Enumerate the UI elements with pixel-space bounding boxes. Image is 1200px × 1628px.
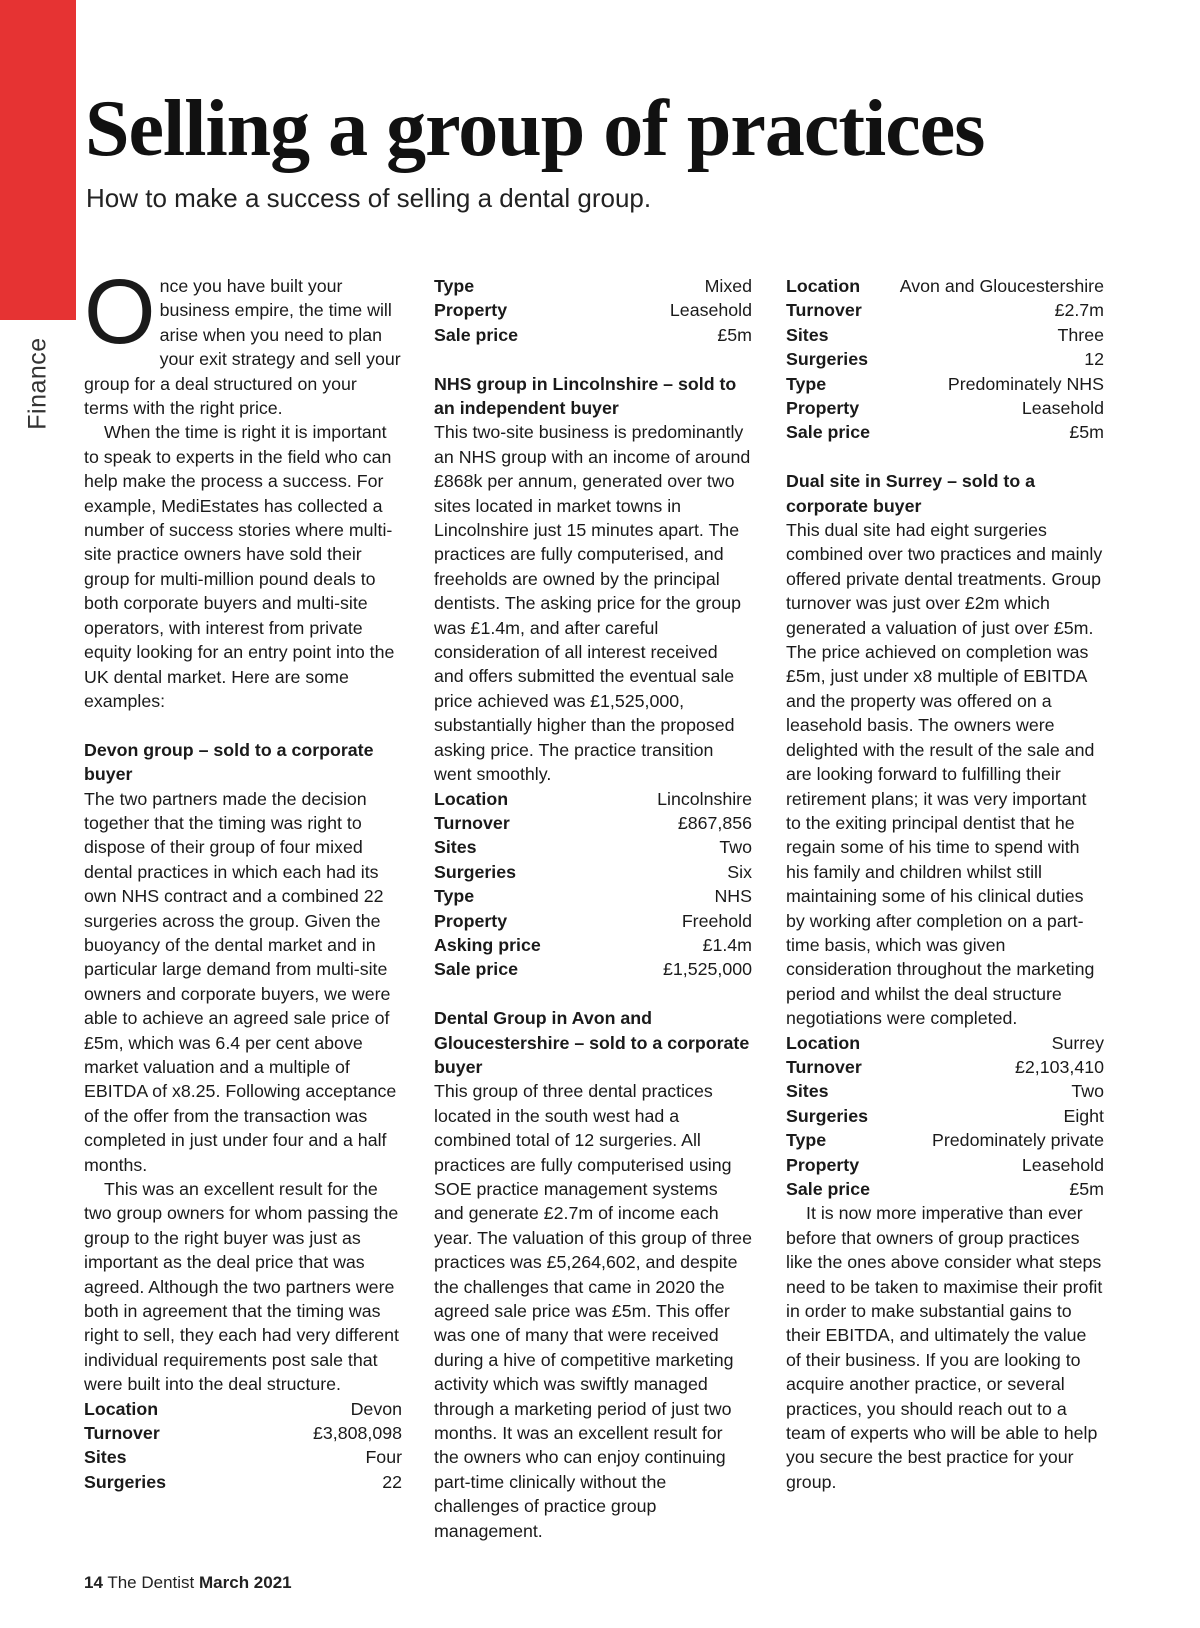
fact-row xyxy=(786,1153,1104,1177)
fact-row xyxy=(434,274,752,298)
fact-row xyxy=(786,274,1104,298)
fact-value: Eight xyxy=(1063,1105,1104,1126)
avon-heading: Dental Group in Avon and Gloucestershire – sold to a corporate buyer xyxy=(434,1008,750,1077)
fact-row xyxy=(434,298,752,322)
fact-row xyxy=(434,957,752,981)
article-column-3 xyxy=(786,274,1104,1494)
fact-value: £5m xyxy=(717,324,752,345)
fact-row xyxy=(84,1470,402,1494)
fact-label: Location xyxy=(84,1398,159,1419)
fact-label: Surgeries xyxy=(786,349,869,370)
fact-label: Turnover xyxy=(786,1056,862,1077)
surrey-heading: Dual site in Surrey – sold to a corporate buyer xyxy=(786,471,1036,516)
fact-label: Sale price xyxy=(786,422,871,443)
fact-value: £867,856 xyxy=(677,812,752,833)
fact-row xyxy=(786,347,1104,371)
fact-label: Asking price xyxy=(434,934,541,955)
fact-value: Leasehold xyxy=(1021,1154,1104,1175)
fact-label: Type xyxy=(434,276,475,296)
fact-row xyxy=(786,1104,1104,1128)
fact-label: Sites xyxy=(786,1081,829,1102)
fact-value: Mixed xyxy=(704,276,752,296)
fact-value: Leasehold xyxy=(669,300,752,321)
fact-row xyxy=(434,835,752,859)
fact-value: Six xyxy=(727,861,752,882)
page-number: 14 xyxy=(84,1573,103,1592)
fact-label: Turnover xyxy=(786,300,862,321)
fact-label: Surgeries xyxy=(434,861,517,882)
fact-label: Type xyxy=(786,373,827,394)
section-label xyxy=(14,338,62,428)
fact-value: £5m xyxy=(1069,1179,1104,1200)
publication-name: The Dentist xyxy=(107,1573,195,1592)
fact-value: £1.4m xyxy=(702,934,752,955)
fact-row xyxy=(786,396,1104,420)
fact-label: Type xyxy=(786,1130,827,1151)
devon-facts-continued xyxy=(434,274,752,347)
devon-paragraph-2: This was an excellent result for the two group owners for whom passing the group to the right buyer was just as important as the deal price that was agreed. Although the two partners were both in agreement that the timing was right to sell, they each had very different individual requirements post sale that were built into the deal structure. xyxy=(84,1179,399,1395)
article-column-2 xyxy=(434,274,752,1543)
fact-row xyxy=(84,1397,402,1421)
page-title: Selling a group of practices xyxy=(85,85,985,173)
fact-row xyxy=(786,1177,1104,1201)
fact-row xyxy=(434,811,752,835)
fact-label: Turnover xyxy=(84,1423,160,1444)
fact-label: Sale price xyxy=(434,959,519,980)
devon-heading: Devon group – sold to a corporate buyer xyxy=(84,739,374,785)
page-subtitle: How to make a success of selling a dental group. xyxy=(86,183,652,213)
fact-value: 22 xyxy=(382,1471,402,1492)
fact-label: Sale price xyxy=(434,324,519,345)
fact-label: Sites xyxy=(84,1447,127,1468)
fact-label: Sites xyxy=(434,837,477,858)
fact-row xyxy=(786,1055,1104,1079)
surrey-paragraph: This dual site had eight surgeries combined over two practices and mainly offered private dental treatments. Group turnover was just over £2m which generated a valuation of just over £5m. The price achieved on completion was £5m, just under x8 multiple of EBITDA and the property was offered on a leasehold basis. The owners were delighted with the result of the sale and are looking forward to fulfilling their retirement plans; it was very important to the exiting principal dentist that he regain some of his time to spend with his family and children whilst still maintaining some of his clinical duties by working after completion on a part-time basis, which was given consideration throughout the marketing period and whilst the deal structure negotiations were completed. xyxy=(786,520,1103,1029)
devon-paragraph-1: The two partners made the decision together that the timing was right to dispose of their group of four mixed dental practices in which each had its own NHS contract and a combined 22 surgeries across the group. Given the buoyancy of the dental market and in particular large demand from multi-site owners and corporate buyers, we were able to achieve an agreed sale price of £5m, which was 6.4 per cent above market valuation and a multiple of EBITDA of x8.25. Following acceptance of the offer from the transaction was completed in just under four and a half months. xyxy=(84,788,397,1175)
fact-row xyxy=(434,884,752,908)
fact-row xyxy=(786,1128,1104,1152)
fact-value: £2,103,410 xyxy=(1015,1056,1104,1077)
fact-value: £1,525,000 xyxy=(663,959,752,980)
fact-value: Leasehold xyxy=(1021,398,1104,419)
fact-value: NHS xyxy=(714,886,752,907)
fact-value: £5m xyxy=(1069,422,1104,443)
fact-label: Location xyxy=(434,788,509,809)
fact-row xyxy=(434,860,752,884)
fact-value: Three xyxy=(1057,324,1104,345)
fact-label: Property xyxy=(786,1154,860,1175)
fact-value: Two xyxy=(1071,1081,1104,1102)
fact-label: Property xyxy=(434,910,508,931)
fact-value: Two xyxy=(719,837,752,858)
fact-label: Sites xyxy=(786,324,829,345)
fact-row xyxy=(786,420,1104,444)
fact-row xyxy=(434,933,752,957)
nhs-paragraph: This two-site business is predominantly an NHS group with an income of around £868k per annum, generated over two sites located in market towns in Lincolnshire just 15 minutes apart. The practices are fully computerised, and freeholds are owned by the principal dentists. The asking price for the group was £1.4m, and after careful consideration of all interest received and offers submitted the eventual sale price achieved was £1,525,000, substantially higher than the proposed asking price. The practice transition went smoothly. xyxy=(434,422,751,785)
intro-text: nce you have built your business empire, the time will arise when you need to plan your exit strategy and sell your group for a deal structured on your terms with the right price. xyxy=(84,276,401,419)
fact-value: £3,808,098 xyxy=(313,1423,402,1444)
fact-label: Property xyxy=(786,398,860,419)
section-label-text: Finance xyxy=(23,336,52,430)
fact-row xyxy=(786,372,1104,396)
devon-facts xyxy=(84,1397,402,1495)
fact-label: Location xyxy=(786,1032,861,1053)
nhs-heading: NHS group in Lincolnshire – sold to an independent buyer xyxy=(434,373,737,419)
fact-value: Freehold xyxy=(681,910,752,931)
fact-row xyxy=(434,323,752,347)
article-column-1 xyxy=(84,261,402,1494)
fact-row xyxy=(434,787,752,811)
fact-label: Surgeries xyxy=(786,1105,869,1126)
fact-label: Turnover xyxy=(434,812,510,833)
fact-label: Type xyxy=(434,886,475,907)
fact-row xyxy=(84,1421,402,1445)
fact-row xyxy=(786,1031,1104,1055)
fact-label: Property xyxy=(434,300,508,321)
fact-value: Predominately NHS xyxy=(947,373,1104,394)
fact-value: Devon xyxy=(350,1398,402,1419)
fact-value: Four xyxy=(365,1447,402,1468)
page-footer xyxy=(84,1573,292,1593)
fact-label: Surgeries xyxy=(84,1471,167,1492)
avon-paragraph: This group of three dental practices located in the south west had a combined total of 12 surgeries. All practices are fully computerised using SOE practice management systems and generate £2.7m of income each year. The valuation of this group of three practices was £5,264,602, and despite the challenges that came in 2020 the agreed sale price was £5m. This offer was one of many that were received during a hive of competitive marketing activity which was swiftly managed through a marketing period of just two months. It was an excellent result for the owners who can enjoy continuing part-time clinically without the challenges of practice group management. xyxy=(434,1081,752,1541)
fact-value: £2.7m xyxy=(1054,300,1104,321)
body-paragraph: When the time is right it is important to speak to experts in the field who can help make the process a success. For example, MediEstates has collected a number of success stories where multi-site practice owners have sold their group for multi-million pound deals to both corporate buyers and multi-site operators, with interest from private equity looking for an entry point into the UK dental market. Here are some examples: xyxy=(84,422,395,711)
fact-row xyxy=(786,298,1104,322)
drop-cap: O xyxy=(84,261,156,363)
fact-value: Avon and Gloucestershire xyxy=(899,276,1104,296)
fact-value: Predominately private xyxy=(932,1130,1104,1151)
nhs-facts xyxy=(434,787,752,982)
accent-bar xyxy=(0,0,76,320)
avon-facts xyxy=(786,274,1104,445)
fact-value: 12 xyxy=(1084,349,1104,370)
issue-date: March 2021 xyxy=(199,1573,292,1592)
fact-value: Lincolnshire xyxy=(657,788,752,809)
fact-row xyxy=(786,1079,1104,1103)
fact-row xyxy=(84,1445,402,1469)
intro-paragraph xyxy=(84,261,402,420)
surrey-facts xyxy=(786,1031,1104,1202)
closing-paragraph: It is now more imperative than ever before that owners of group practices like the ones above consider what steps need to be taken to maximise their profit in order to make substantial gains to their EBITDA, and ultimately the value of their business. If you are looking to acquire another practice, or several practices, you should reach out to a team of experts who will be able to help you secure the best practice for your group. xyxy=(786,1203,1103,1492)
fact-row xyxy=(786,323,1104,347)
fact-row xyxy=(434,909,752,933)
fact-label: Location xyxy=(786,276,861,296)
fact-label: Sale price xyxy=(786,1179,871,1200)
fact-value: Surrey xyxy=(1051,1032,1104,1053)
